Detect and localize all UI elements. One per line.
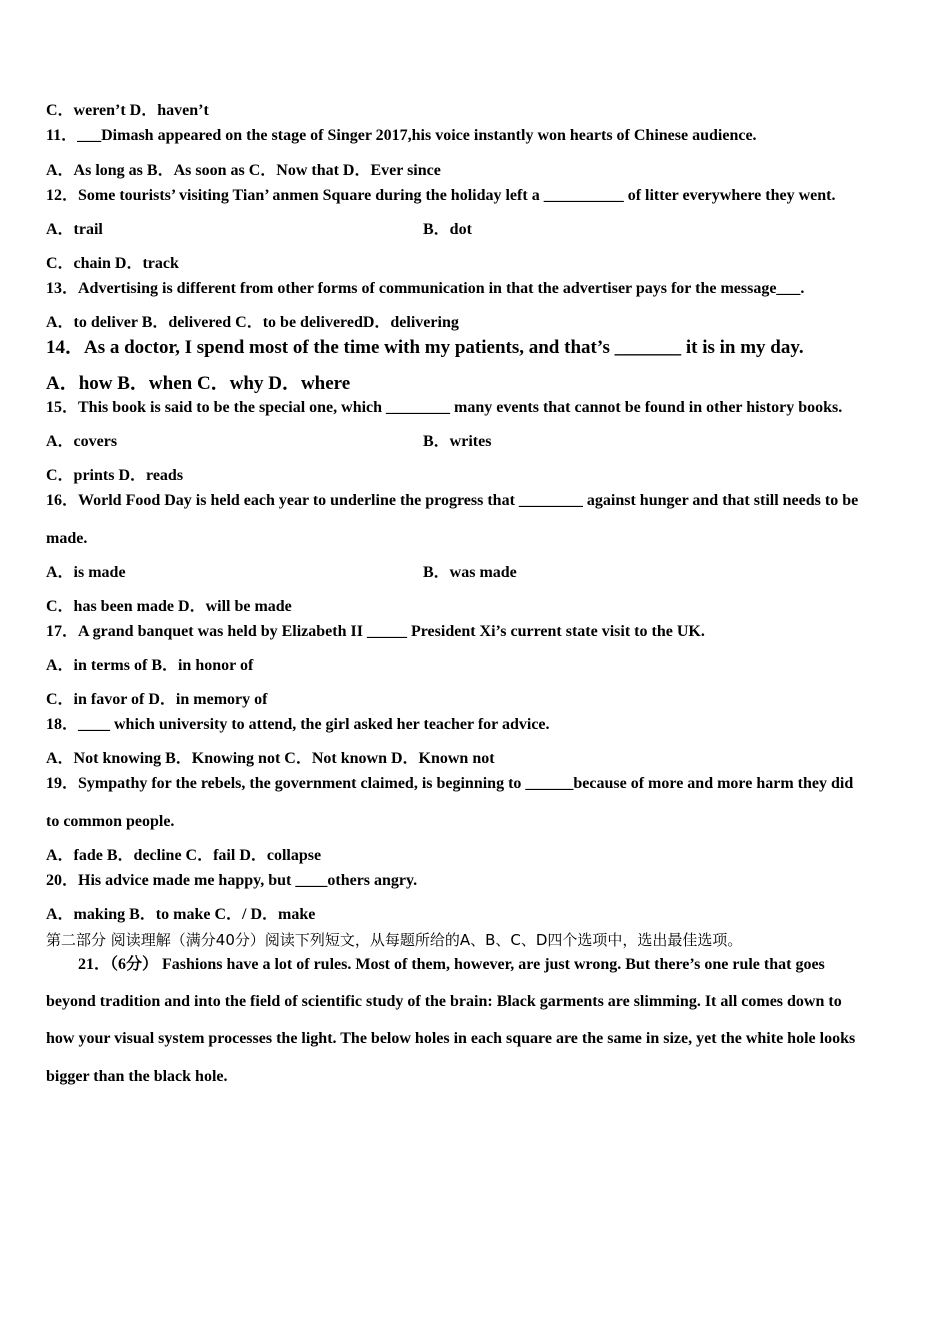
- question-16-cont: made.: [46, 530, 88, 547]
- q15-option-a: A．covers: [46, 433, 118, 450]
- q15-options-cd: C．prints D．reads: [46, 467, 184, 484]
- question-16: 16．World Food Day is held each year to underline the progress that ________ against hunger and that still needs to be: [46, 492, 859, 509]
- passage-21-line-2: beyond tradition and into the field of scientific study of the brain: Black garments are slimming. It all comes down to: [46, 993, 842, 1010]
- q16-option-b: B．was made: [423, 564, 517, 581]
- question-19-cont: to common people.: [46, 813, 175, 830]
- q13-options: A．to deliver B．delivered C．to be deliveredD．delivering: [46, 314, 459, 331]
- section-2-heading: 第二部分 阅读理解（满分40分）阅读下列短文，从每题所给的A、B、C、D四个选项中，选出最佳选项。: [46, 931, 743, 949]
- q11-options: A．As long as B．As soon as C．Now that D．Ever since: [46, 162, 441, 179]
- question-14: 14．As a doctor, I spend most of the time with my patients, and that’s _______ it is in my day.: [46, 337, 804, 358]
- q16-options-ab: [46, 563, 517, 583]
- q14-options: A．how B．when C．why D．where: [46, 373, 351, 394]
- passage-21-line-3: how your visual system processes the light. The below holes in each square are the same in size, yet the white hole looks: [46, 1030, 856, 1047]
- question-20: 20．His advice made me happy, but ____others angry.: [46, 872, 418, 889]
- passage-21-line-4: bigger than the black hole.: [46, 1068, 228, 1085]
- question-18: 18．____ which university to attend, the girl asked her teacher for advice.: [46, 716, 550, 733]
- q12-option-b: B．dot: [423, 221, 472, 238]
- q12-options-ab: [46, 220, 472, 240]
- question-17: 17．A grand banquet was held by Elizabeth II _____ President Xi’s current state visit to the UK.: [46, 623, 705, 640]
- q16-options-cd: C．has been made D．will be made: [46, 598, 292, 615]
- q12-option-a: A．trail: [46, 221, 103, 238]
- question-12: 12．Some tourists’ visiting Tian’ anmen Square during the holiday left a __________ of litter everywhere they went.: [46, 187, 836, 204]
- question-15: 15．This book is said to be the special one, which ________ many events that cannot be found in other history books.: [46, 399, 843, 416]
- question-13: 13．Advertising is different from other forms of communication in that the advertiser pays for the message___.: [46, 280, 805, 297]
- q18-options: A．Not knowing B．Knowing not C．Not known D．Known not: [46, 750, 495, 767]
- question-19: 19．Sympathy for the rebels, the government claimed, is beginning to ______because of more and more harm they did: [46, 775, 854, 792]
- q15-option-b: B．writes: [423, 433, 492, 450]
- passage-21-line-1: 21．（6分） Fashions have a lot of rules. Most of them, however, are just wrong. But there’s one rule that goes: [78, 956, 825, 973]
- q17-options-cd: C．in favor of D．in memory of: [46, 691, 268, 708]
- q16-option-a: A．is made: [46, 564, 126, 581]
- q17-options-ab: A．in terms of B．in honor of: [46, 657, 254, 674]
- q15-options-ab: [46, 432, 492, 452]
- q19-options: A．fade B．decline C．fail D．collapse: [46, 847, 322, 864]
- q12-options-cd: C．chain D．track: [46, 255, 179, 272]
- q10-options-cd: C．weren’t D．haven’t: [46, 102, 209, 119]
- question-11: 11．___Dimash appeared on the stage of Singer 2017,his voice instantly won hearts of Chinese audience.: [46, 127, 757, 144]
- q20-options: A．making B．to make C．/ D．make: [46, 906, 316, 923]
